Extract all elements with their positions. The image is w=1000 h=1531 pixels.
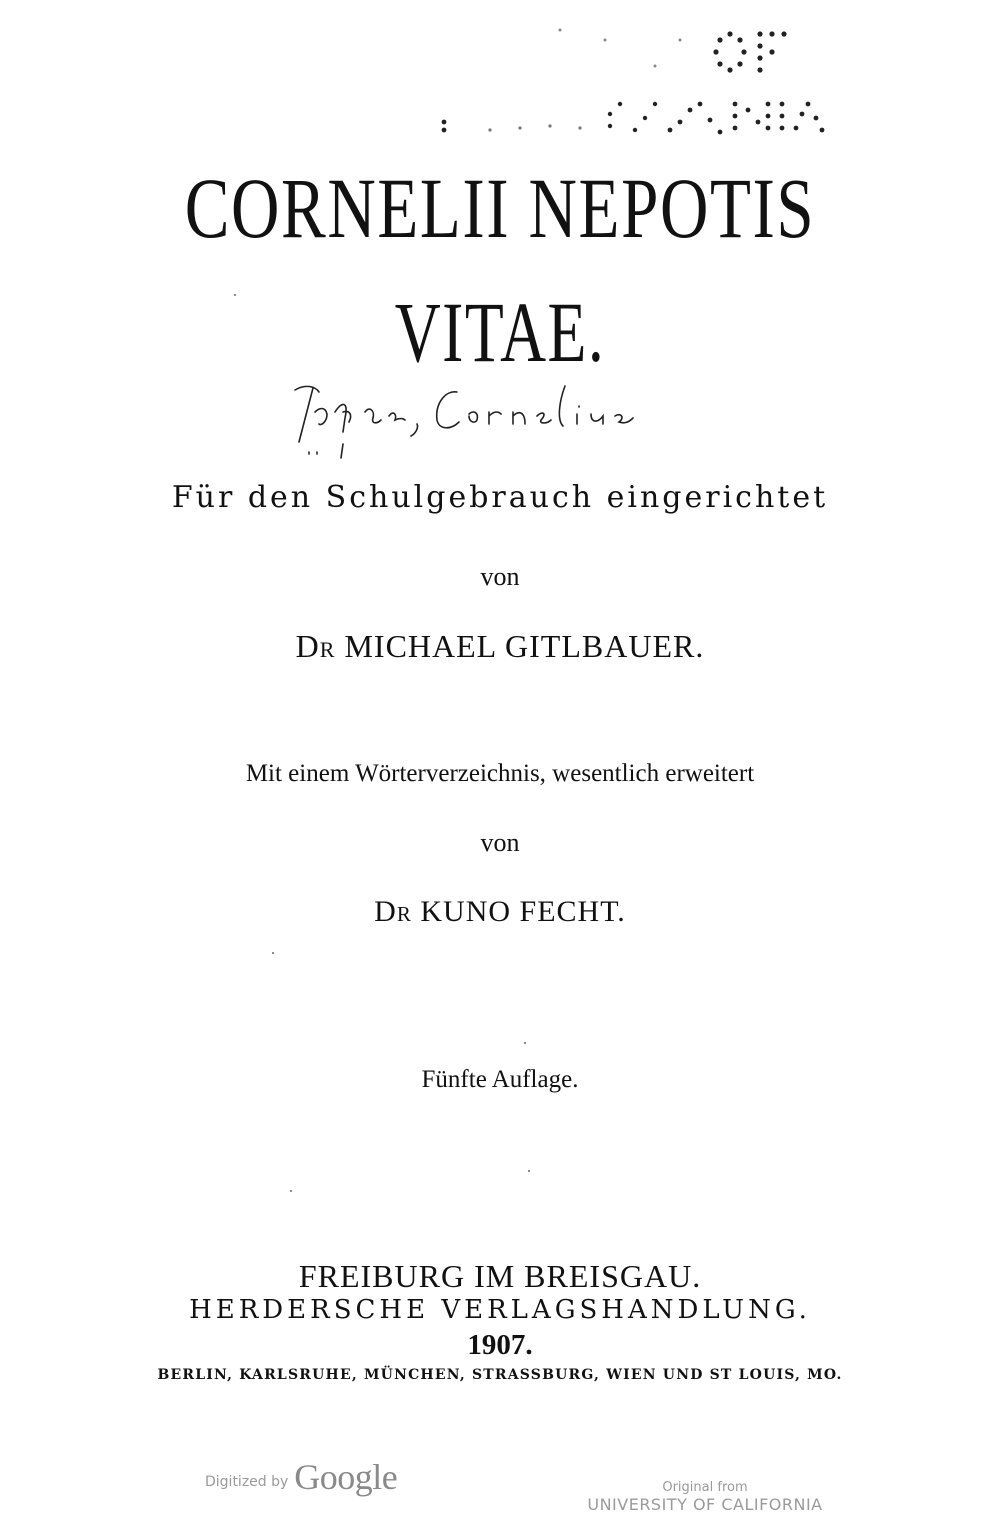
author-2-prefix-sc: R <box>396 902 412 926</box>
edition-line: Fünfte Auflage. <box>421 1066 579 1093</box>
author-2-name: KUNO FECHT. <box>420 895 626 928</box>
publication-year: 1907. <box>467 1329 533 1361</box>
author-1-name: MICHAEL GITLBAUER. <box>344 628 705 664</box>
scan-speck <box>290 1190 292 1192</box>
handwritten-note-text: Nepos, Cornelius <box>285 461 292 462</box>
author-1 <box>0 628 1000 665</box>
author-2-prefix: D <box>374 895 397 928</box>
google-logo: Google <box>294 1457 398 1497</box>
book-title: CORNELII NEPOTIS <box>184 160 816 256</box>
stamp-line2: CALIFORNIA <box>630 125 637 126</box>
school-use-line: Für den Schulgebrauch eingerichtet <box>171 480 829 515</box>
extension-line: Mit einem Wörterverzeichnis, wesentlich erweitert <box>245 760 755 787</box>
handwritten-note <box>285 372 655 462</box>
by-line-2: von <box>480 828 520 857</box>
scan-speck <box>524 1042 526 1044</box>
author-1-prefix: D <box>295 628 320 664</box>
institution-name: UNIVERSITY OF CALIFORNIA <box>587 1495 823 1514</box>
by-line-1: von <box>480 562 520 591</box>
scan-speck <box>234 294 236 296</box>
scan-speck <box>272 952 274 954</box>
digitized-by-google <box>205 1448 397 1498</box>
digitized-label: Digitized by <box>205 1474 289 1490</box>
original-from-label: Original from <box>662 1480 748 1495</box>
author-2 <box>0 895 1000 929</box>
scan-speck <box>528 1170 530 1172</box>
original-source <box>560 1480 850 1514</box>
author-1-prefix-sc: R <box>319 637 336 662</box>
library-perforation-stamp <box>430 10 830 140</box>
publisher-house: HERDERSCHE VERLAGSHANDLUNG. <box>189 1295 811 1325</box>
publisher-city: FREIBURG IM BREISGAU. <box>298 1258 702 1294</box>
book-subtitle: VITAE. <box>394 284 606 380</box>
publisher-branches: BERLIN, KARLSRUHE, MÜNCHEN, STRASSBURG, WIEN UND ST LOUIS, MO. <box>157 1367 843 1383</box>
stamp-line1: OF <box>740 65 742 66</box>
